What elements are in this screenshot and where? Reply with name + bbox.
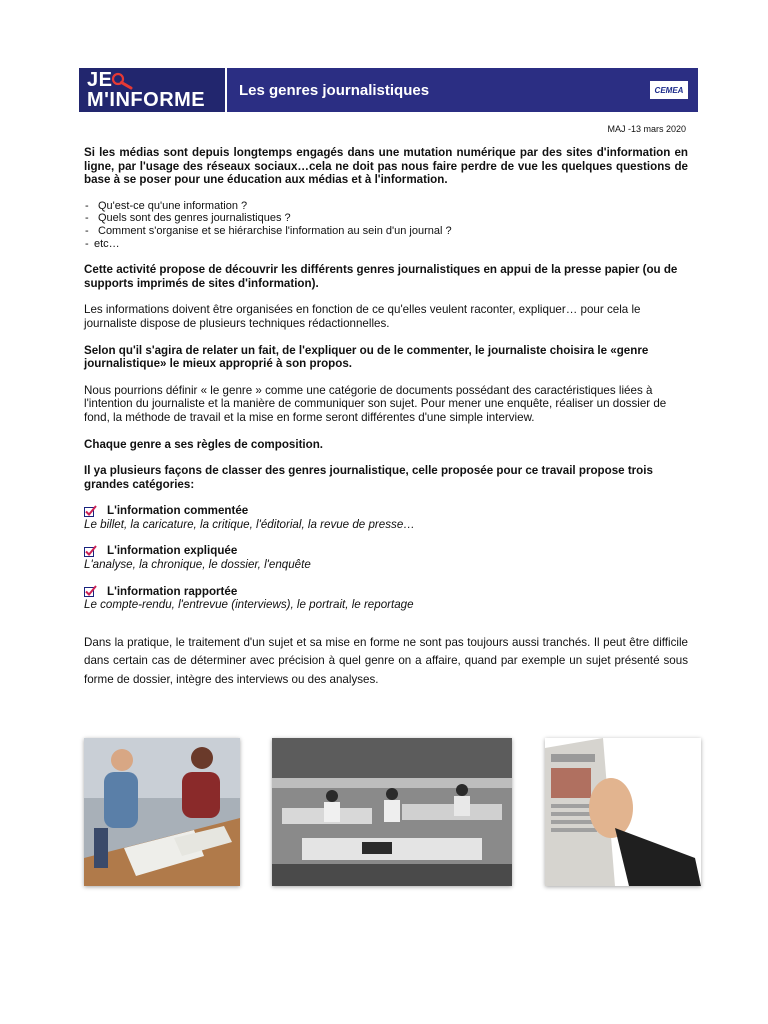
category-commentee [84,504,688,531]
list-item: - Comment s'organise et se hiérarchise l'information au sein d'un journal ? [84,225,688,238]
category-examples: Le billet, la caricature, la critique, l'éditorial, la revue de presse… [84,517,415,531]
checkbox-checked-icon [84,545,97,557]
document-body [84,146,688,689]
list-item: - Qu'est-ce qu'une information ? [84,200,688,213]
update-date: MAJ -13 mars 2020 [607,124,686,134]
header-banner [79,68,698,112]
je-minforme-logo [79,68,227,112]
photo-newsroom [272,738,512,886]
logo-line-1: JE [87,69,113,91]
page-title: Les genres journalistiques [239,81,430,99]
category-expliquee [84,544,688,571]
question-list [84,200,688,250]
list-item: - Quels sont des genres journalistiques ? [84,212,688,225]
logo-line-2: M'INFORME [87,89,206,111]
checkbox-checked-icon [84,585,97,597]
magnifier-icon [111,72,133,90]
category-title: L'information rapportée [107,584,238,598]
category-rapportee [84,585,688,612]
category-title: L'information commentée [107,504,249,518]
photo-newspaper-hand [545,738,701,886]
checkbox-checked-icon [84,505,97,517]
organisation-paragraph: Les informations doivent être organisées en fonction de ce qu'elles veulent raconter, expliquer… pour cela le journaliste dispose de plusieurs techniques rédactionnelles. [84,303,641,330]
partner-logo: CEMEA [650,81,688,99]
activity-paragraph: Cette activité propose de découvrir les différents genres journalistiques en appui de la presse papier (ou de supports imprimés de sites d'information). [84,263,678,290]
definition-paragraph: Nous pourrions définir « le genre » comme une catégorie de documents possédant des caractéristiques liées à l'intention du journaliste et la manière de communiquer son sujet. Pour mener une enquête, réaliser un dossier de fond, la méthode de travail et la mise en forme seront différentes d'une simple interview. [84,383,667,424]
category-title: L'information expliquée [107,544,238,558]
classification-paragraph: Il ya plusieurs façons de classer des genres journalistique, celle proposée pour ce travail propose trois grandes catégories: [84,464,653,491]
category-examples: L'analyse, la chronique, le dossier, l'enquête [84,558,311,572]
closing-paragraph: Dans la pratique, le traitement d'un sujet et sa mise en forme ne sont pas toujours aussi tranchés. Il peut être difficile dans certain cas de déterminer avec précision à quel genre on a affaire, quand par exemple un sujet présenté sous forme de dossier, intègre des interviews ou des analyses. [84,635,688,686]
list-item: - etc… [84,238,688,251]
choice-paragraph: Selon qu'il s'agira de relater un fait, de l'expliquer ou de le commenter, le journaliste choisira le «genre journalistique» le mieux approprié à son propos. [84,343,649,371]
rules-paragraph: Chaque genre a ses règles de composition. [84,437,324,451]
intro-paragraph: Si les médias sont depuis longtemps engagés dans une mutation numérique par des sites d'information en ligne, par l'usage des réseaux sociaux…cela ne doit pas nous faire perdre de vue les quelques questions de base à se poser pour une éducation aux médias et à l'information. [84,146,688,187]
category-examples: Le compte-rendu, l'entrevue (interviews), le portrait, le reportage [84,598,414,612]
photo-readers [84,738,240,886]
